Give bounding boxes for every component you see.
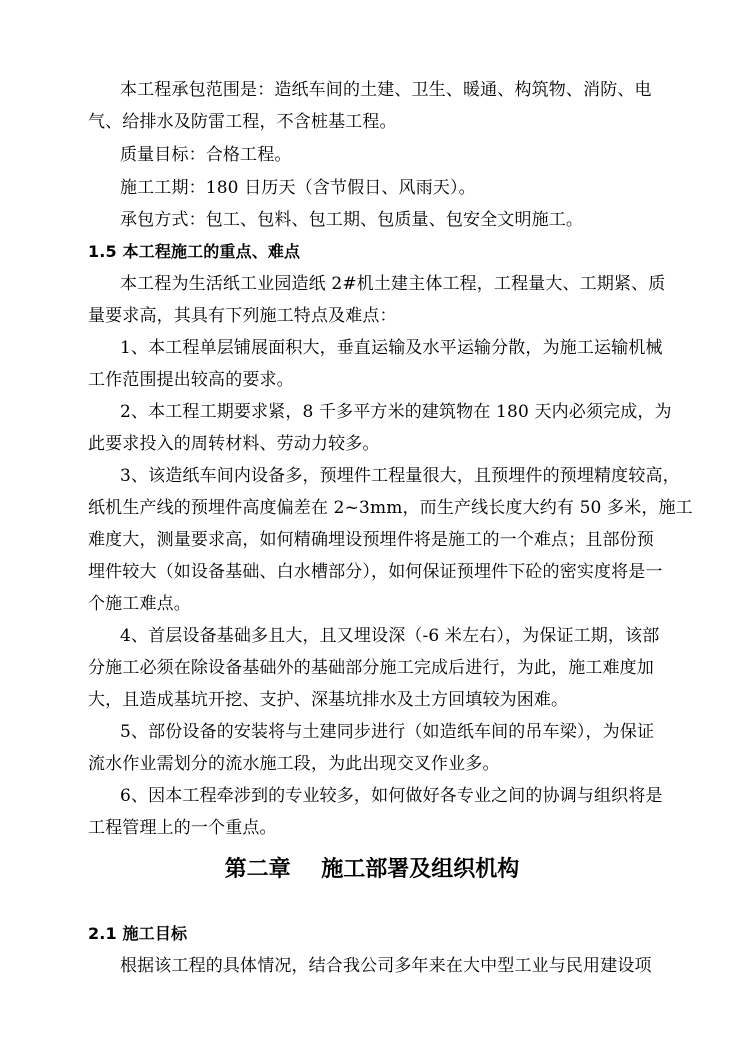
difficulty-5-line-2: 流水作业需划分的流水施工段，为此出现交叉作业多。 xyxy=(88,754,500,774)
difficulty-2-line-1: 2、本工程工期要求紧，8 千多平方米的建筑物在 180 天内必须完成，为 xyxy=(120,402,672,422)
section-1-5-intro-line-1: 本工程为生活纸工业园造纸 2#机土建主体工程，工程量大、工期紧、质 xyxy=(120,274,666,294)
difficulty-3-line-5: 个施工难点。 xyxy=(88,594,191,614)
difficulty-6-line-2: 工程管理上的一个重点。 xyxy=(88,818,277,838)
difficulty-1-line-1: 1、本工程单层铺展面积大，垂直运输及水平运输分散，为施工运输机械 xyxy=(120,338,663,358)
difficulty-3-line-3: 难度大，测量要求高，如何精确埋设预埋件将是施工的一个难点；且部份预 xyxy=(88,530,654,550)
section-1-5-heading: 1.5 本工程施工的重点、难点 xyxy=(88,242,301,261)
difficulty-3-line-1: 3、该造纸车间内设备多，预埋件工程量很大，且预埋件的预埋精度较高， xyxy=(120,466,680,486)
section-1-5-intro-line-2: 量要求高，其具有下列施工特点及难点： xyxy=(88,306,397,326)
difficulty-4-line-2: 分施工必须在除设备基础外的基础部分施工完成后进行，为此，施工难度加 xyxy=(88,658,654,678)
difficulty-6-line-1: 6、因本工程牵涉到的专业较多，如何做好各专业之间的协调与组织将是 xyxy=(120,786,663,806)
construction-duration-line: 施工工期：180 日历天（含节假日、风雨天）。 xyxy=(120,178,476,198)
difficulty-4-line-3: 大，且造成基坑开挖、支护、深基坑排水及土方回填较为困难。 xyxy=(88,690,569,710)
quality-target-line: 质量目标：合格工程。 xyxy=(120,145,292,165)
difficulty-5-line-1: 5、部份设备的安装将与土建同步进行（如造纸车间的吊车梁），为保证 xyxy=(120,722,655,742)
difficulty-3-line-2: 纸机生产线的预埋件高度偏差在 2~3mm，而生产线长度大约有 50 多米，施工 xyxy=(88,498,693,518)
section-2-1-line-1: 根据该工程的具体情况，结合我公司多年来在大中型工业与民用建设项 xyxy=(120,956,652,976)
difficulty-1-line-2: 工作范围提出较高的要求。 xyxy=(88,370,294,390)
scope-paragraph-line-2: 气、给排水及防雷工程，不含桩基工程。 xyxy=(88,112,397,132)
section-2-1-heading: 2.1 施工目标 xyxy=(88,924,188,943)
contract-method-line: 承包方式：包工、包料、包工期、包质量、包安全文明施工。 xyxy=(120,210,584,230)
difficulty-3-line-4: 埋件较大（如设备基础、白水槽部分），如何保证预埋件下砼的密实度将是一 xyxy=(88,562,663,582)
scope-paragraph-line-1: 本工程承包范围是：造纸车间的土建、卫生、暖通、构筑物、消防、电 xyxy=(120,80,652,100)
difficulty-2-line-2: 此要求投入的周转材料、劳动力较多。 xyxy=(88,434,380,454)
difficulty-4-line-1: 4、首层设备基础多且大，且又埋设深（-6 米左右），为保证工期，该部 xyxy=(120,626,660,646)
chapter-2-title: 第二章 施工部署及组织机构 xyxy=(224,857,520,882)
